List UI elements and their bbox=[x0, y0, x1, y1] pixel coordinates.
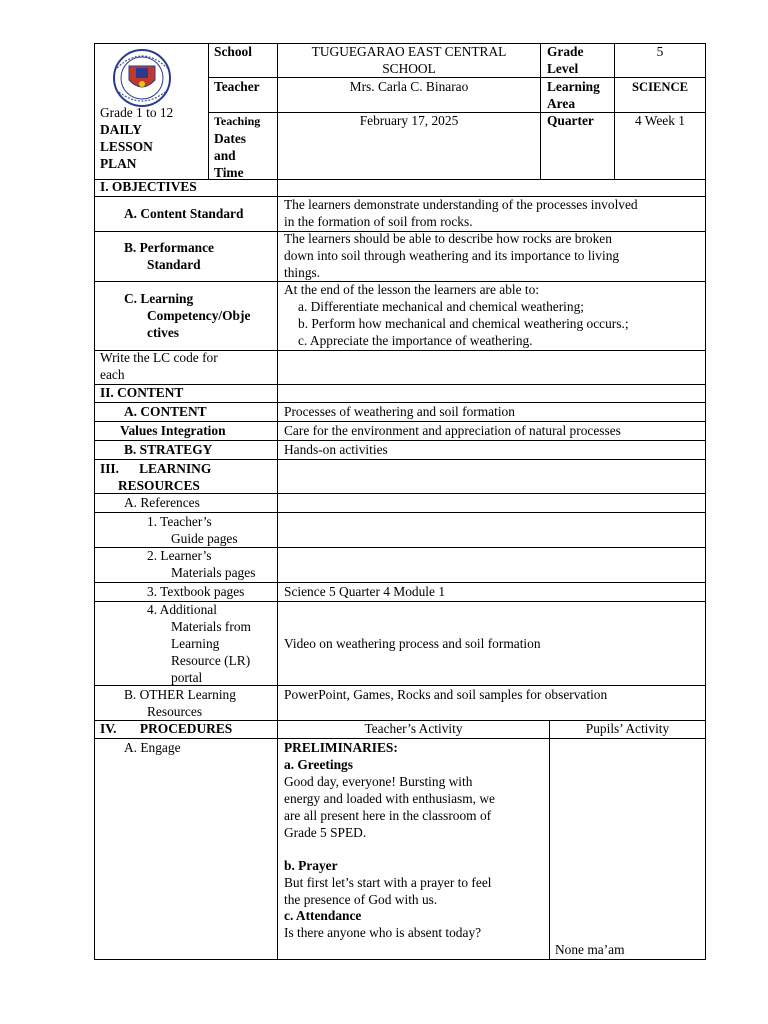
competency-label: Competency/Obje bbox=[147, 308, 251, 323]
competency-label: C. Learning bbox=[124, 291, 194, 306]
content-standard-text: in the formation of soil from rocks. bbox=[284, 214, 473, 229]
table-border-right bbox=[705, 43, 706, 960]
performance-standard-label: B. Performance bbox=[124, 240, 214, 255]
additional-materials-label: 4. Additional bbox=[147, 602, 217, 617]
pupil-activity-header: Pupils’ Activity bbox=[585, 721, 670, 736]
other-resources-value: PowerPoint, Games, Rocks and soil samples for observation bbox=[284, 687, 608, 702]
grade-level-label: Grade bbox=[547, 44, 584, 59]
preliminaries-title: PRELIMINARIES: bbox=[284, 740, 398, 755]
grade-level-value: 5 bbox=[656, 44, 664, 59]
performance-standard-text: down into soil through weathering and its importance to living bbox=[284, 248, 620, 263]
teachers-guide-label: 1. Teacher’s bbox=[147, 514, 212, 529]
lesson-plan-table bbox=[94, 43, 706, 960]
plan-title-line: PLAN bbox=[100, 156, 137, 171]
learning-area-value: SCIENCE bbox=[632, 80, 688, 94]
school-label: School bbox=[214, 44, 252, 59]
objectives-heading: I. OBJECTIVES bbox=[100, 179, 197, 194]
additional-materials-label: portal bbox=[171, 670, 203, 685]
learning-area-label: Area bbox=[547, 96, 576, 111]
content-standard-label: A. Content Standard bbox=[124, 206, 244, 221]
label-value-divider bbox=[277, 43, 278, 960]
resources-heading: III. LEARNING bbox=[100, 461, 212, 476]
learning-area-label: Learning bbox=[547, 79, 600, 94]
quarter-value: 4 Week 1 bbox=[635, 113, 685, 128]
teaching-label: Time bbox=[214, 165, 244, 180]
attendance-title: c. Attendance bbox=[284, 908, 362, 923]
content-standard-text: The learners demonstrate understanding of the processes involved bbox=[284, 197, 638, 212]
content-heading: II. CONTENT bbox=[100, 385, 184, 400]
pupil-answer: None ma’am bbox=[555, 942, 625, 957]
resources-heading: RESOURCES bbox=[118, 478, 200, 493]
other-resources-label: B. OTHER Learning bbox=[124, 687, 236, 702]
teaching-label: Dates bbox=[214, 131, 246, 146]
additional-materials-label: Materials from bbox=[171, 619, 251, 634]
grade-level-label: Level bbox=[547, 61, 579, 76]
header-divider bbox=[208, 43, 209, 179]
learners-materials-label: Materials pages bbox=[171, 565, 256, 580]
lc-code-label: Write the LC code for bbox=[100, 350, 218, 365]
grade-range-label: Grade 1 to 12 bbox=[100, 105, 174, 120]
greetings-text: Good day, everyone! Bursting with bbox=[284, 774, 473, 789]
teachers-guide-label: Guide pages bbox=[171, 531, 238, 546]
activity-column-divider bbox=[549, 720, 550, 960]
competency-item: a. Differentiate mechanical and chemical weathering; bbox=[298, 299, 585, 314]
engage-label: A. Engage bbox=[124, 740, 181, 755]
school-value: TUGUEGARAO EAST CENTRAL bbox=[311, 44, 507, 59]
header-divider bbox=[540, 43, 541, 179]
plan-title-line: LESSON bbox=[100, 139, 153, 154]
header-divider bbox=[614, 43, 615, 179]
textbook-value: Science 5 Quarter 4 Module 1 bbox=[284, 584, 446, 599]
other-resources-label: Resources bbox=[147, 704, 203, 719]
greetings-title: a. Greetings bbox=[284, 757, 353, 772]
school-value: SCHOOL bbox=[382, 61, 436, 76]
plan-title-line: DAILY bbox=[100, 122, 142, 137]
competency-item: b. Perform how mechanical and chemical weathering occurs.; bbox=[298, 316, 629, 331]
greetings-text: Grade 5 SPED. bbox=[284, 825, 367, 840]
teaching-label: Teaching bbox=[214, 114, 261, 128]
lc-code-label: each bbox=[100, 367, 125, 382]
procedures-heading: IV. PROCEDURES bbox=[100, 721, 233, 736]
quarter-label: Quarter bbox=[547, 113, 594, 128]
additional-materials-value: Video on weathering process and soil formation bbox=[284, 636, 541, 651]
competency-item: c. Appreciate the importance of weathering. bbox=[298, 333, 533, 348]
table-border-bottom bbox=[94, 959, 706, 960]
competency-label: ctives bbox=[147, 325, 179, 340]
references-label: A. References bbox=[124, 495, 200, 510]
additional-materials-label: Learning bbox=[171, 636, 220, 651]
performance-standard-text: The learners should be able to describe how rocks are broken bbox=[284, 231, 612, 246]
values-integration-value: Care for the environment and appreciation of natural processes bbox=[284, 423, 621, 438]
prayer-text: But first let’s start with a prayer to feel bbox=[284, 875, 492, 890]
content-value: Processes of weathering and soil formation bbox=[284, 404, 515, 419]
performance-standard-label: Standard bbox=[147, 257, 201, 272]
competency-intro: At the end of the lesson the learners are able to: bbox=[284, 282, 540, 297]
strategy-value: Hands-on activities bbox=[284, 442, 388, 457]
performance-standard-text: things. bbox=[284, 265, 321, 280]
strategy-label: B. STRATEGY bbox=[124, 442, 213, 457]
additional-materials-label: Resource (LR) bbox=[171, 653, 251, 668]
greetings-text: are all present here in the classroom of bbox=[284, 808, 492, 823]
prayer-title: b. Prayer bbox=[284, 858, 338, 873]
teacher-label: Teacher bbox=[214, 79, 260, 94]
content-label: A. CONTENT bbox=[124, 404, 207, 419]
prayer-text: the presence of God with us. bbox=[284, 892, 438, 907]
teacher-activity-header: Teacher’s Activity bbox=[364, 721, 463, 736]
teaching-label: and bbox=[214, 148, 236, 163]
teaching-dates-value: February 17, 2025 bbox=[359, 113, 459, 128]
attendance-text: Is there anyone who is absent today? bbox=[284, 925, 482, 940]
teacher-value: Mrs. Carla C. Binarao bbox=[349, 79, 469, 94]
deped-seal-logo bbox=[101, 48, 183, 108]
greetings-text: energy and loaded with enthusiasm, we bbox=[284, 791, 495, 806]
textbook-label: 3. Textbook pages bbox=[147, 584, 245, 599]
learners-materials-label: 2. Learner’s bbox=[147, 548, 212, 563]
table-border-left bbox=[94, 43, 95, 960]
values-integration-label: Values Integration bbox=[120, 423, 226, 438]
